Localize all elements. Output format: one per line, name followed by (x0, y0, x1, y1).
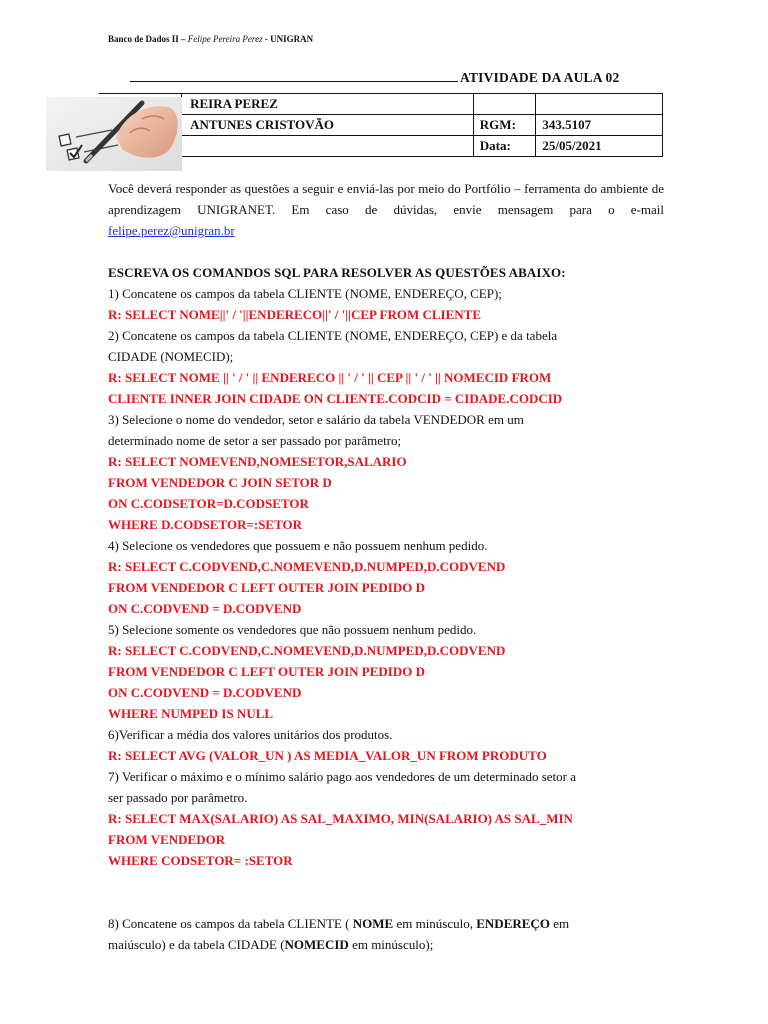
sql-answer-line: R: SELECT AVG (VALOR_UN ) AS MEDIA_VALOR_UN FROM PRODUTO (108, 748, 547, 763)
student-name-cell (182, 136, 474, 157)
label-cell (473, 94, 536, 115)
bold-field-name: ENDEREÇO (476, 916, 550, 931)
sql-answer-line: R: SELECT C.CODVEND,C.NOMEVEND,D.NUMPED,D.CODVEND (108, 643, 506, 658)
spacer (108, 871, 668, 913)
sql-answer-line: WHERE D.CODSETOR=:SETOR (108, 517, 303, 532)
date-label: Data: (473, 136, 536, 157)
sql-answer-line: WHERE NUMPED IS NULL (108, 706, 274, 721)
sql-answer-line: ON C.CODVEND = D.CODVEND (108, 601, 302, 616)
info-row (99, 115, 663, 136)
bold-field-name: NOMECID (284, 937, 349, 952)
info-row (99, 136, 663, 157)
student-name-cell: ANTUNES CRISTOVÃO (182, 115, 474, 136)
email-link[interactable]: felipe.perez@unigran.br (108, 223, 235, 238)
sql-answer-line: FROM VENDEDOR C LEFT OUTER JOIN PEDIDO D (108, 664, 425, 679)
sql-answer-line: R: SELECT NOME||' / '||ENDERECO||' / '||CEP FROM CLIENTE (108, 307, 481, 322)
sql-answer-line: R: SELECT NOME || ' / ' || ENDERECO || ' / ' || CEP || ' / ' || NOMECID FROM (108, 370, 552, 385)
sql-answer-line: FROM VENDEDOR C JOIN SETOR D (108, 475, 332, 490)
question-line: 2) Concatene os campos da tabela CLIENTE (NOME, ENDEREÇO, CEP) e da tabela (108, 328, 558, 343)
question-line: 4) Selecione os vendedores que possuem e não possuem nenhum pedido. (108, 538, 488, 553)
course-name: Banco de Dados II – (108, 34, 186, 44)
sql-answer-line: ON C.CODSETOR=D.CODSETOR (108, 496, 309, 511)
rgm-label: RGM: (473, 115, 536, 136)
sql-answer-line: FROM VENDEDOR C LEFT OUTER JOIN PEDIDO D (108, 580, 425, 595)
question-line: 7) Verificar o máximo e o mínimo salário pago aos vendedores de um determinado setor a (108, 769, 576, 784)
header-separator: - (262, 34, 271, 44)
sql-answer-line: WHERE CODSETOR= :SETOR (108, 853, 293, 868)
section-heading: ESCREVA OS COMANDOS SQL PARA RESOLVER AS QUESTÕES ABAIXO: (108, 265, 566, 280)
question-line: 5) Selecione somente os vendedores que não possuem nenhum pedido. (108, 622, 477, 637)
value-cell (536, 94, 663, 115)
question-8-line (108, 934, 668, 955)
student-info-table (99, 93, 663, 157)
sql-answer-line: CLIENTE INNER JOIN CIDADE ON CLIENTE.CODCID = CIDADE.CODCID (108, 391, 563, 406)
info-row (99, 94, 663, 115)
student-name-cell: REIRA PEREZ (182, 94, 474, 115)
institution-name: UNIGRAN (270, 34, 314, 44)
activity-title-line (130, 70, 619, 86)
date-value: 25/05/2021 (536, 136, 663, 157)
checklist-hand-pen-icon (46, 97, 182, 171)
question-text: em minúsculo, (393, 916, 477, 931)
sql-answer-line: FROM VENDEDOR (108, 832, 226, 847)
sql-answer-line: R: SELECT MAX(SALARIO) AS SAL_MAXIMO, MIN(SALARIO) AS SAL_MIN (108, 811, 573, 826)
question-line: CIDADE (NOMECID); (108, 349, 234, 364)
question-text: em (549, 916, 570, 931)
teacher-name: Felipe Pereira Perez (187, 34, 263, 44)
checklist-illustration (46, 97, 182, 171)
question-line: 6)Verificar a média dos valores unitários dos produtos. (108, 727, 393, 742)
sql-answer-line: R: SELECT NOMEVEND,NOMESETOR,SALARIO (108, 454, 407, 469)
question-line: ser passado por parâmetro. (108, 790, 248, 805)
question-line: determinado nome de setor a ser passado por parâmetro; (108, 433, 402, 448)
sql-answer-line: ON C.CODVEND = D.CODVEND (108, 685, 302, 700)
instructions-text: Você deverá responder as questões a seguir e enviá-las por meio do Portfólio – ferramenta do ambiente de aprendizagem UNIGRANET. Em caso de dúvidas, envie mensagem para o e-mail (108, 181, 664, 217)
instructions-paragraph (108, 178, 664, 241)
sql-answer-line: R: SELECT C.CODVEND,C.NOMEVEND,D.NUMPED,D.CODVEND (108, 559, 506, 574)
questions-section (108, 262, 668, 955)
title-rule (130, 81, 458, 82)
question-text: em minúsculo); (348, 937, 434, 952)
rgm-value: 343.5107 (536, 115, 663, 136)
question-text: 8) Concatene os campos da tabela CLIENTE ( (108, 916, 353, 931)
question-line: 1) Concatene os campos da tabela CLIENTE (NOME, ENDEREÇO, CEP); (108, 286, 502, 301)
question-line: 3) Selecione o nome do vendedor, setor e salário da tabela VENDEDOR em um (108, 412, 524, 427)
activity-title: ATIVIDADE DA AULA 02 (460, 70, 620, 85)
bold-field-name: NOME (352, 916, 394, 931)
document-header (108, 34, 313, 44)
question-text: maiúsculo) e da tabela CIDADE ( (108, 937, 285, 952)
question-8-line (108, 913, 668, 934)
